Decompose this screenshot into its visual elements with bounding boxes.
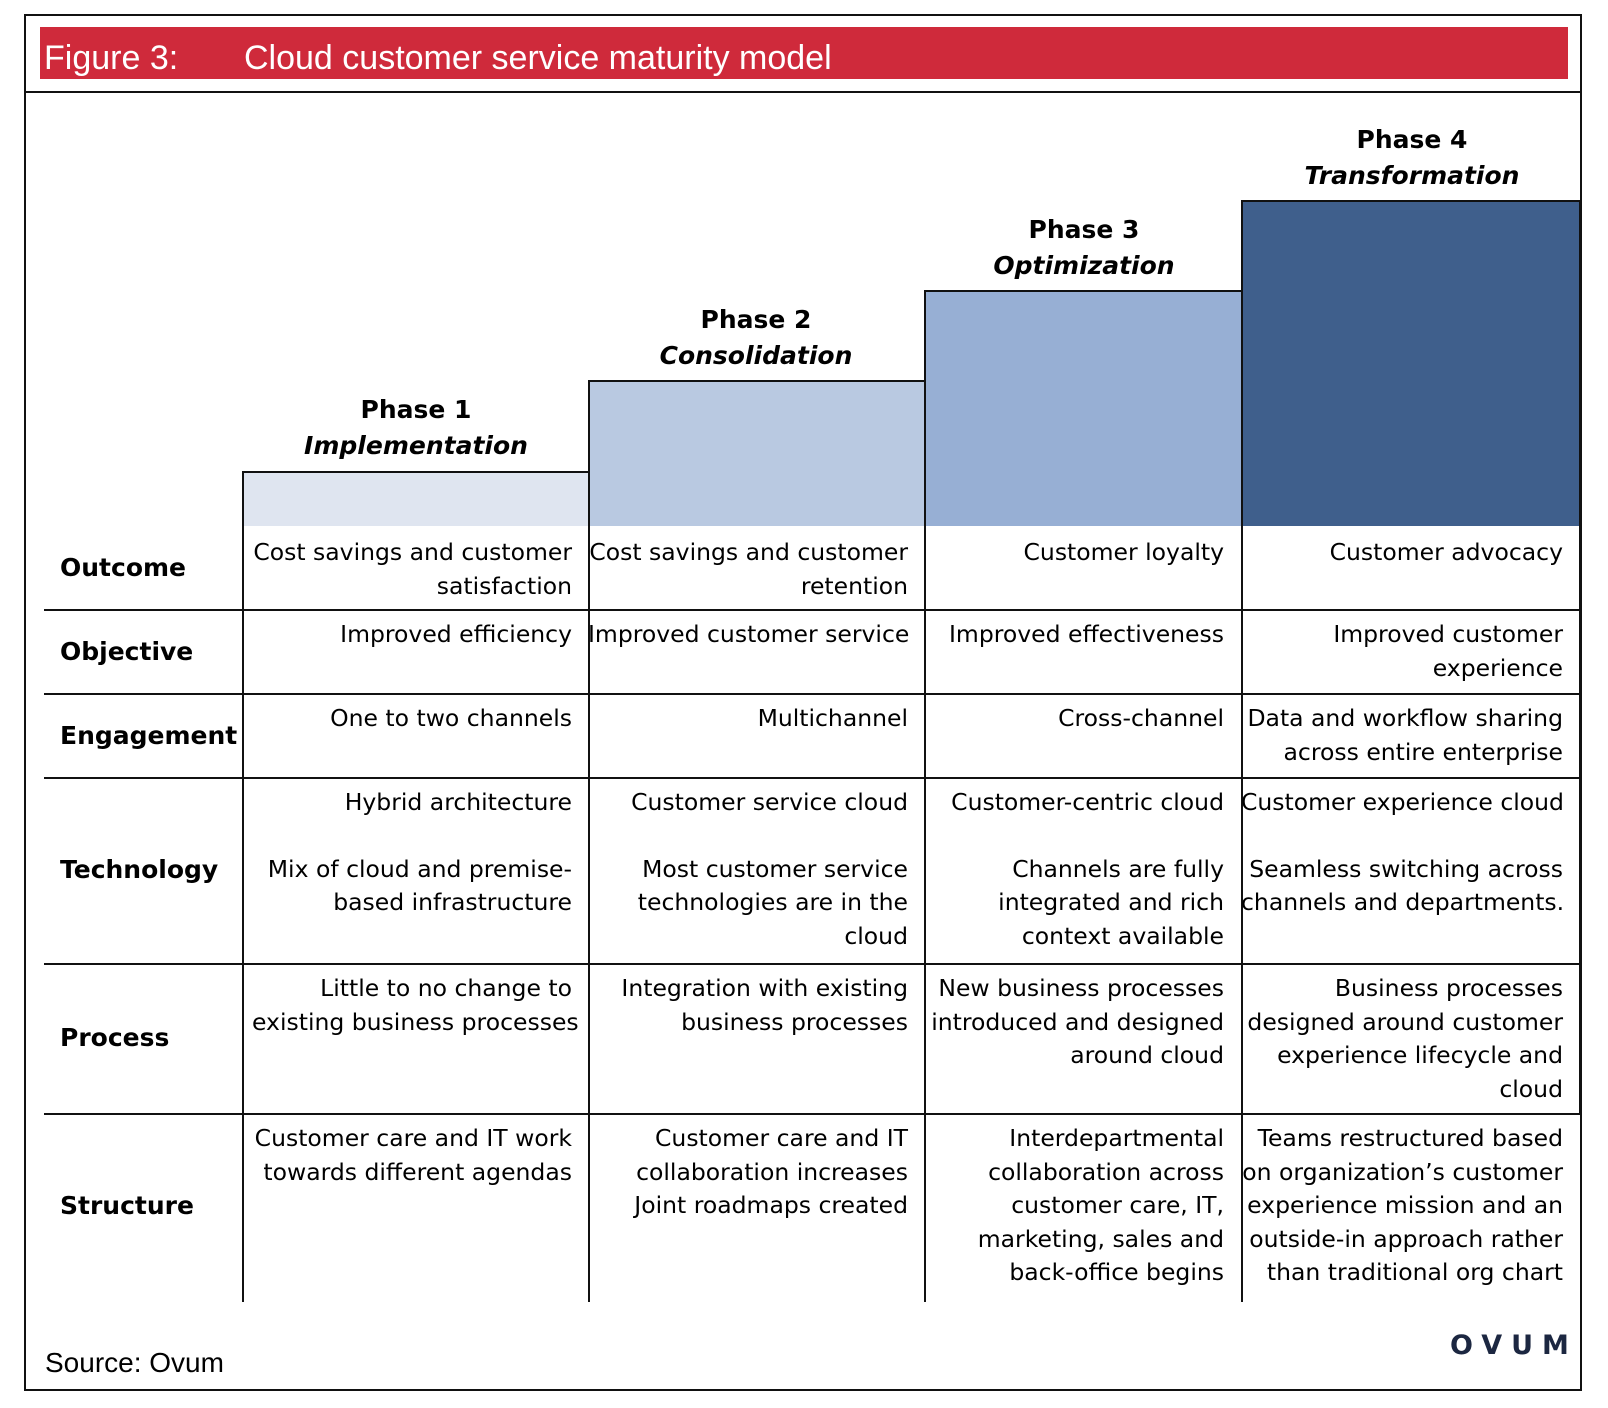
phase-1-header bbox=[248, 392, 584, 464]
cell-spacer bbox=[1241, 820, 1563, 853]
ovum-logo: OVUM bbox=[1450, 1330, 1578, 1361]
table-cell bbox=[252, 972, 579, 1039]
cell-text-line: Improved efficiency bbox=[340, 620, 572, 648]
cell-text-line: Data and workflow sharing bbox=[1247, 704, 1563, 732]
cell-text-line: Little to no change to bbox=[320, 974, 572, 1002]
figure-title: Cloud customer service maturity model bbox=[244, 39, 832, 77]
phase-4-name: Phase 4 bbox=[1356, 125, 1468, 154]
phase-4-subtitle: Transformation bbox=[1304, 161, 1520, 190]
cell-text-line: experience mission and an bbox=[1247, 1191, 1563, 1219]
row-label-technology: Technology bbox=[60, 855, 219, 884]
cell-text-line: Hybrid architecture bbox=[344, 788, 572, 816]
cell-text-line: experience bbox=[1432, 653, 1563, 682]
cell-text-line: back-office begins bbox=[1009, 1258, 1224, 1286]
cell-text-line: New business processes bbox=[938, 974, 1224, 1002]
cell-text-line: collaboration increases bbox=[636, 1157, 908, 1186]
phase-4-header bbox=[1244, 122, 1580, 194]
cell-text-line: Customer care and IT work bbox=[254, 1124, 572, 1152]
cell-text-line: Improved customer service bbox=[588, 620, 910, 648]
table-cell bbox=[1241, 618, 1563, 685]
cell-text-line: context available bbox=[1021, 921, 1224, 950]
phase-2-header bbox=[588, 302, 924, 374]
table-cell bbox=[1241, 1122, 1563, 1290]
cell-text-line: Customer service cloud bbox=[631, 788, 908, 816]
cell-text-line: Interdepartmental bbox=[1009, 1124, 1224, 1152]
cell-text-line: technologies are in the bbox=[637, 888, 908, 916]
cell-text-line: business processes bbox=[681, 1007, 908, 1036]
table-cell bbox=[252, 618, 572, 652]
phase-4-step bbox=[1241, 200, 1581, 526]
cell-text-line: Customer advocacy bbox=[1329, 538, 1563, 566]
row-label-outcome: Outcome bbox=[60, 553, 187, 582]
cell-text-line: Business processes bbox=[1334, 974, 1563, 1002]
table-cell bbox=[924, 786, 1224, 953]
cell-text-line: customer care, IT, bbox=[1011, 1191, 1224, 1219]
row-label-engagement: Engagement bbox=[60, 721, 238, 750]
source-note: Source: Ovum bbox=[45, 1347, 224, 1378]
table-cell bbox=[588, 786, 908, 953]
cell-text-line: Teams restructured based bbox=[1257, 1124, 1563, 1152]
cell-text-line: Customer-centric cloud bbox=[951, 788, 1224, 816]
figure-label: Figure 3: bbox=[44, 39, 179, 77]
cell-text-line: cloud bbox=[1499, 1074, 1563, 1103]
cell-text-line: Customer loyalty bbox=[1023, 538, 1224, 566]
table-cell bbox=[252, 536, 572, 603]
cell-text-line: Cross-channel bbox=[1058, 704, 1224, 732]
cell-text-line: Improved effectiveness bbox=[949, 620, 1224, 648]
cell-text-line: marketing, sales and bbox=[977, 1224, 1224, 1253]
table-cell bbox=[1241, 972, 1563, 1106]
phase-3-header bbox=[916, 212, 1252, 284]
table-cell bbox=[924, 618, 1224, 652]
cell-spacer bbox=[588, 820, 908, 853]
cell-spacer bbox=[252, 820, 572, 853]
cell-text-line: Integration with existing bbox=[621, 974, 908, 1002]
table-cell bbox=[588, 1122, 908, 1223]
cell-text-line: Cost savings and customer bbox=[253, 538, 572, 566]
table-cell bbox=[924, 972, 1224, 1073]
cell-text-line: Customer care and IT bbox=[655, 1124, 908, 1152]
cell-text-line: Improved customer bbox=[1333, 620, 1563, 648]
column-divider bbox=[1579, 526, 1581, 1113]
cell-text-line: across entire enterprise bbox=[1283, 737, 1563, 766]
phase-1-step bbox=[242, 471, 590, 526]
row-label-objective: Objective bbox=[60, 637, 194, 666]
table-cell bbox=[924, 536, 1224, 570]
cell-spacer bbox=[924, 820, 1224, 853]
cell-text-line: Multichannel bbox=[757, 704, 908, 732]
cell-text-line: Channels are fully bbox=[1012, 854, 1224, 883]
table-cell bbox=[588, 702, 908, 736]
phase-2-name: Phase 2 bbox=[700, 305, 812, 334]
cell-text-line: Most customer service bbox=[642, 854, 908, 883]
table-cell bbox=[588, 536, 908, 603]
cell-text-line: designed around customer bbox=[1247, 1007, 1563, 1036]
phase-1-name: Phase 1 bbox=[360, 395, 472, 424]
cell-text-line: Cost savings and customer bbox=[589, 538, 908, 566]
table-cell bbox=[924, 1122, 1224, 1290]
row-divider bbox=[44, 693, 1582, 695]
row-divider bbox=[44, 609, 1582, 611]
row-divider bbox=[44, 777, 1582, 779]
cell-text-line: based infrastructure bbox=[333, 888, 572, 916]
cell-text-line: existing business processes bbox=[252, 1007, 579, 1036]
cell-text-line: Customer experience cloud bbox=[1241, 788, 1564, 816]
row-divider bbox=[44, 963, 1582, 965]
cell-text-line: towards different agendas bbox=[263, 1157, 572, 1186]
phase-2-step bbox=[588, 380, 925, 526]
title-divider bbox=[24, 91, 1582, 93]
cell-text-line: retention bbox=[800, 571, 908, 600]
row-divider bbox=[44, 1113, 1582, 1115]
table-cell bbox=[924, 702, 1224, 736]
phase-3-name: Phase 3 bbox=[1028, 215, 1140, 244]
cell-text-line: channels and departments. bbox=[1241, 888, 1565, 916]
table-cell bbox=[252, 702, 572, 736]
row-label-structure: Structure bbox=[60, 1191, 194, 1220]
phase-2-subtitle: Consolidation bbox=[659, 341, 853, 370]
cell-text-line: integrated and rich bbox=[998, 888, 1224, 916]
table-cell bbox=[252, 786, 572, 920]
phase-3-subtitle: Optimization bbox=[993, 251, 1175, 280]
cell-text-line: than traditional org chart bbox=[1266, 1258, 1563, 1286]
cell-text-line: cloud bbox=[844, 921, 908, 950]
cell-text-line: Joint roadmaps created bbox=[634, 1191, 908, 1219]
table-cell bbox=[588, 618, 908, 652]
cell-text-line: Mix of cloud and premise- bbox=[267, 854, 572, 883]
cell-text-line: collaboration across bbox=[988, 1157, 1224, 1186]
table-cell bbox=[1241, 786, 1563, 920]
phase-1-subtitle: Implementation bbox=[304, 431, 528, 460]
table-cell bbox=[1241, 536, 1563, 570]
cell-text-line: around cloud bbox=[1070, 1041, 1224, 1069]
table-cell bbox=[588, 972, 908, 1039]
cell-text-line: satisfaction bbox=[436, 571, 572, 600]
table-cell bbox=[252, 1122, 572, 1189]
cell-text-line: One to two channels bbox=[330, 704, 572, 732]
phase-3-step bbox=[924, 290, 1242, 526]
cell-text-line: Seamless switching across bbox=[1249, 854, 1563, 883]
row-label-process: Process bbox=[60, 1023, 170, 1052]
column-divider bbox=[242, 526, 244, 1302]
cell-text-line: outside-in approach rather bbox=[1249, 1224, 1563, 1253]
cell-text-line: on organization’s customer bbox=[1242, 1157, 1563, 1186]
table-cell bbox=[1241, 702, 1563, 769]
cell-text-line: introduced and designed bbox=[931, 1007, 1224, 1036]
cell-text-line: experience lifecycle and bbox=[1277, 1041, 1563, 1069]
